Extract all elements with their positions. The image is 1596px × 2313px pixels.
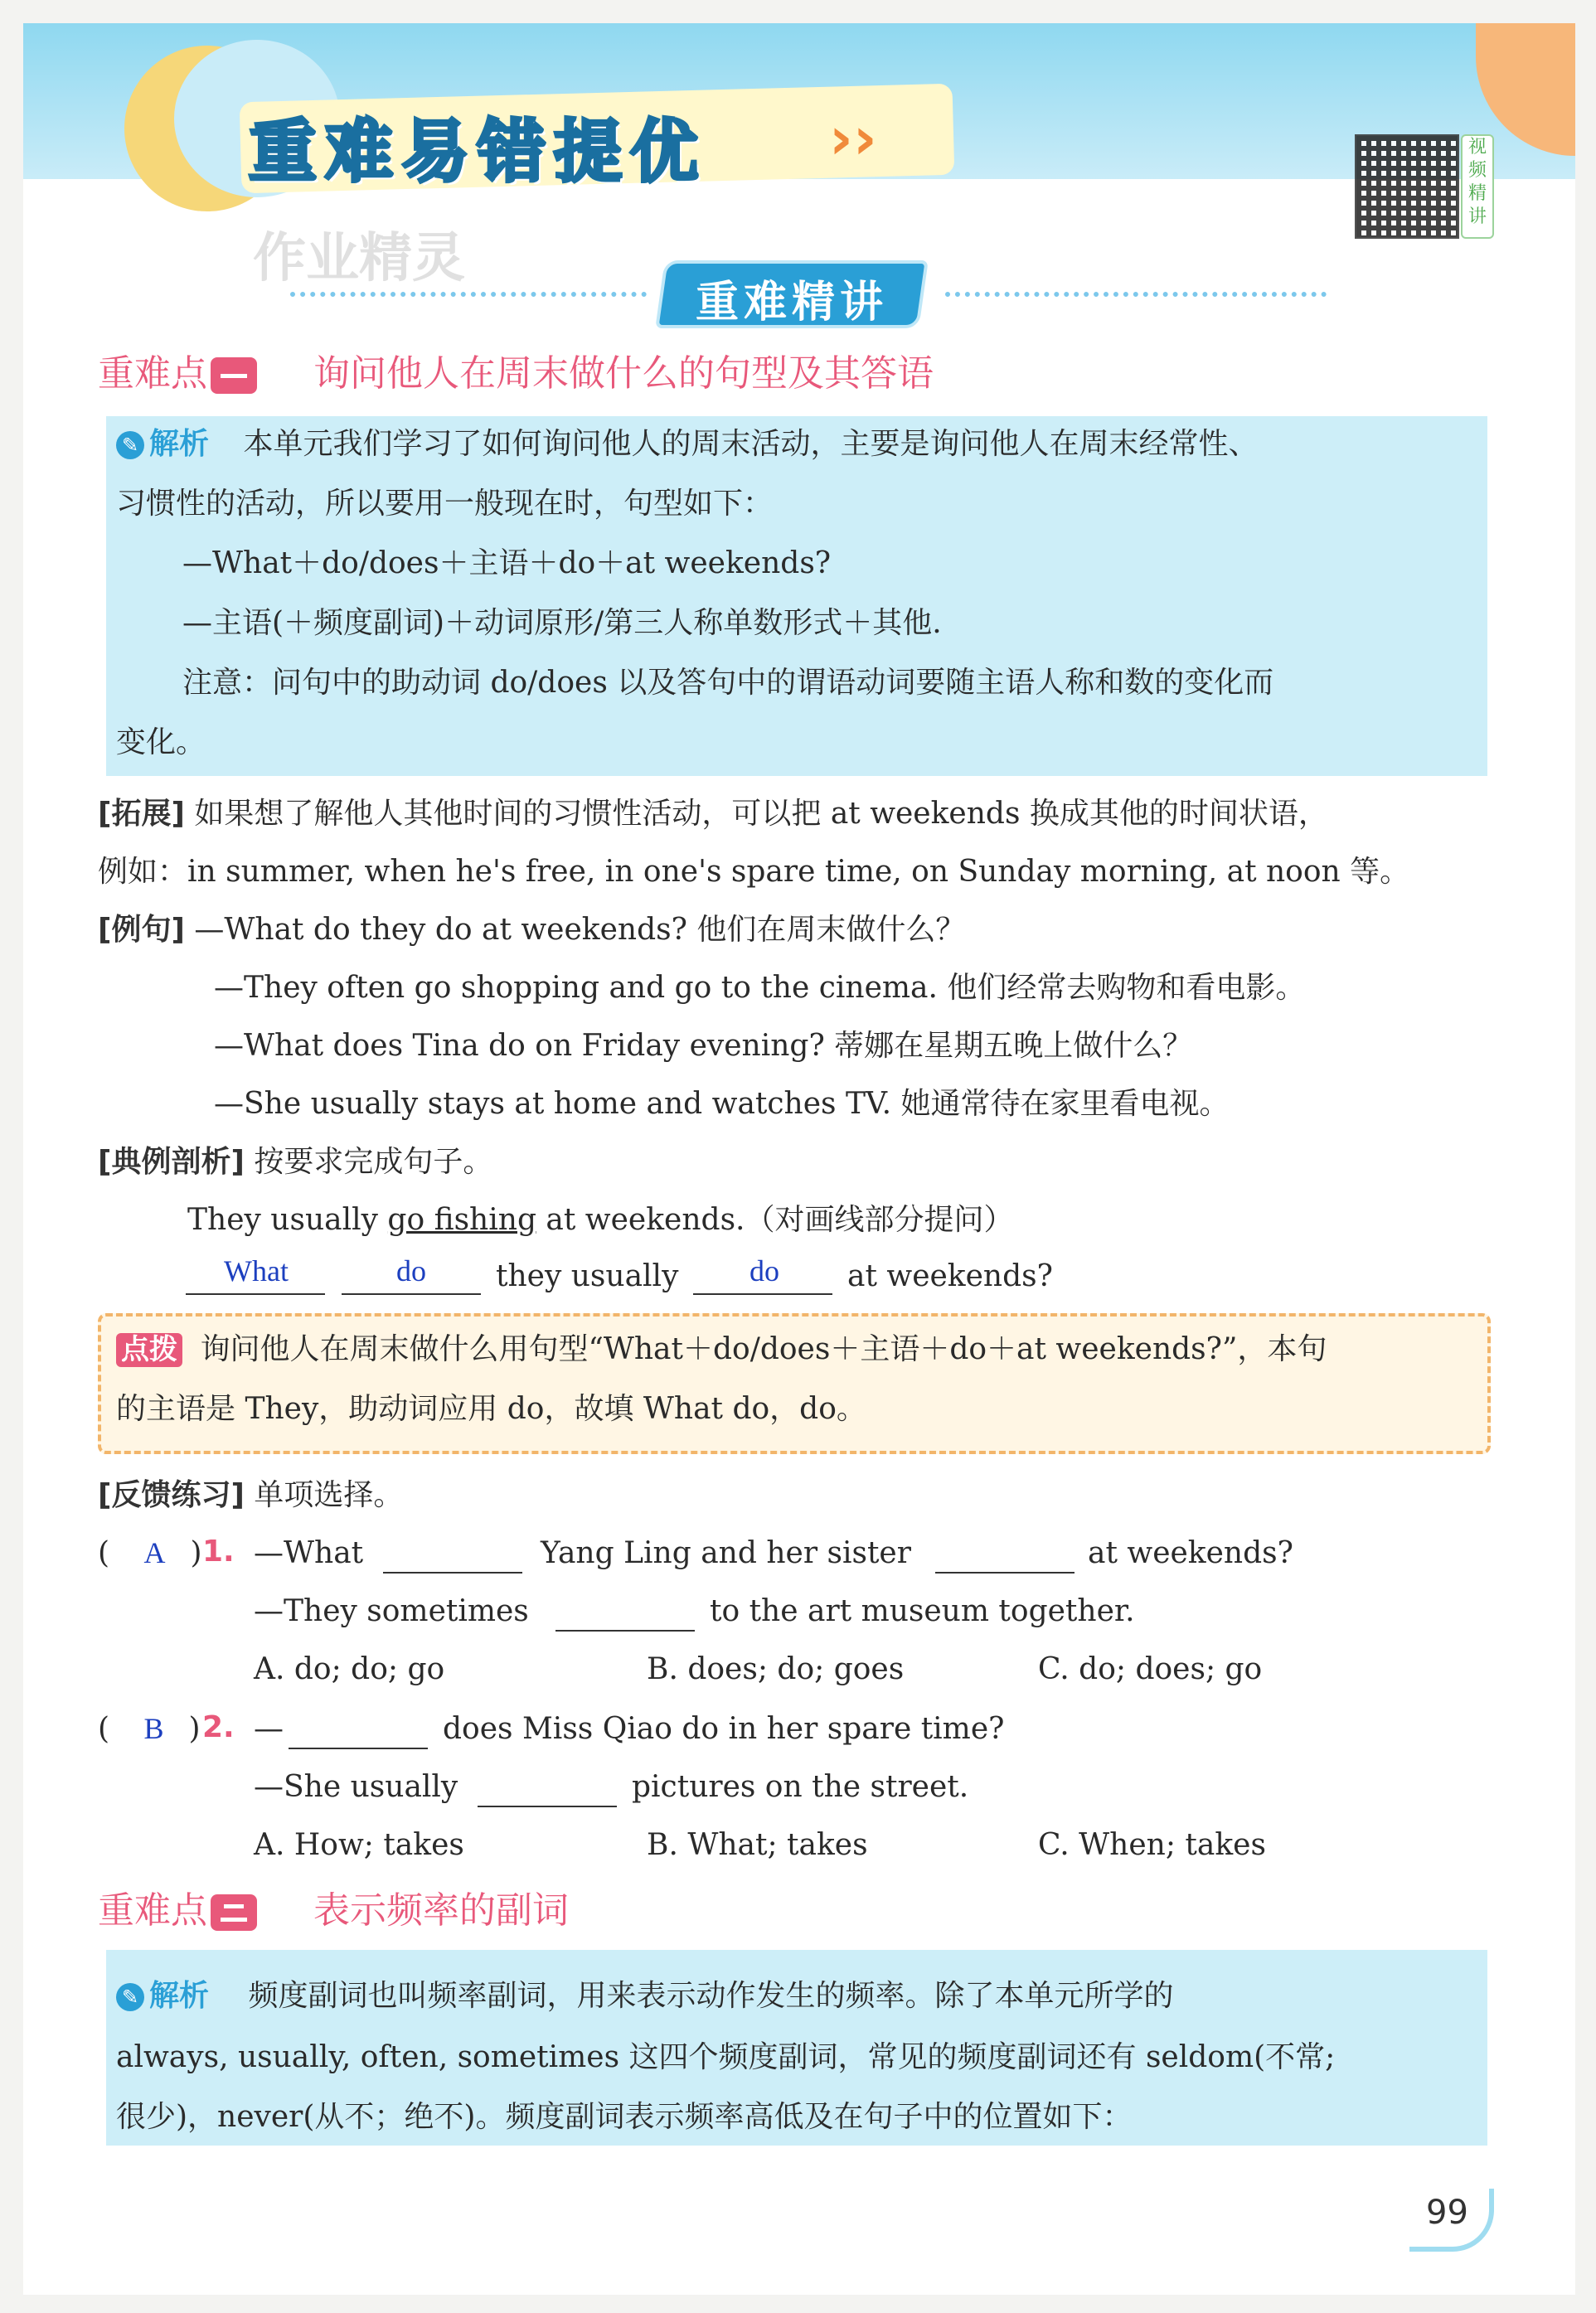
analysis-box-1: [106, 416, 1487, 776]
example-line2: —They often go shopping and go to the cinema. 他们经常去购物和看电影。: [214, 971, 1306, 1005]
analysis1-line5: 注意：问句中的助动词 do/does 以及答句中的谓语动词要随主语人称和数的变化而: [182, 666, 1274, 700]
answer-blank-2[interactable]: [342, 1293, 481, 1295]
title-arrow-decoration: ››: [829, 104, 877, 172]
feedback-heading: [反馈练习] 单项选择。: [98, 1478, 404, 1512]
q1-blank-3[interactable]: [555, 1630, 695, 1632]
q1-bracket: ( A ): [98, 1536, 202, 1570]
analysis1-line2: 习惯性的活动，所以要用一般现在时，句型如下：: [116, 487, 774, 521]
underlined-phrase: go fishing: [387, 1203, 536, 1237]
jiexi-label-2: ✎ 解析: [116, 1979, 209, 2013]
analysis2-line1: ✎ 解析 频度副词也叫频率副词，用来表示动作发生的频率。除了本单元所学的: [116, 1978, 1173, 2014]
q1-line2-b: to the art museum together.: [710, 1594, 1135, 1628]
q2-blank-1[interactable]: [289, 1748, 428, 1749]
point1-label: 重难点: [98, 352, 207, 395]
q2-option-a[interactable]: A. How; takes: [254, 1828, 464, 1862]
q2-blank-2[interactable]: [478, 1806, 617, 1807]
q1-line1-b: Yang Ling and her sister: [541, 1536, 911, 1570]
example-line4: —She usually stays at home and watches TV. 她通常待在家里看电视。: [214, 1087, 1230, 1121]
analysis1-line1: ✎ 解析 本单元我们学习了如何询问他人的周末活动，主要是询问他人在周末经常性、: [116, 426, 1258, 462]
expand-line1: [拓展] 如果想了解他人其他时间的习惯性活动，可以把 at weekends 换成其他的时间状语，: [98, 797, 1328, 831]
page-title: 重难易错提优: [249, 113, 707, 192]
example-label: [例句]: [98, 913, 185, 947]
expand-line2: 例如：in summer, when he's free, in one's spare time, on Sunday morning, at noon 等。: [98, 855, 1410, 889]
q1-line2-a: —They sometimes: [254, 1594, 529, 1628]
q2-number: 2.: [202, 1710, 235, 1744]
analysis2-line3: 很少)，never(从不；绝不)。频度副词表示频率高低及在句子中的位置如下：: [116, 2100, 1133, 2134]
q2-option-c[interactable]: C. When; takes: [1038, 1828, 1266, 1862]
answer-1: What: [224, 1254, 289, 1287]
answer-mid: they usually: [496, 1259, 679, 1293]
q1-option-a[interactable]: A. do; do; go: [254, 1652, 445, 1686]
answer-end: at weekends?: [847, 1259, 1053, 1293]
analysis2-line2: always, usually, often, sometimes 这四个频度副词，常见的频度副词还有 seldom(不常;: [116, 2040, 1336, 2074]
answer-3: do: [749, 1254, 779, 1287]
q1-blank-1[interactable]: [383, 1572, 522, 1574]
q1-line1-a: —What: [254, 1536, 364, 1570]
expand-label: [拓展]: [98, 797, 185, 831]
dotted-divider-left: [290, 292, 647, 297]
tip-line2: 的主语是 They，助动词应用 do，故填 What do，do。: [116, 1392, 866, 1426]
example-line3: —What does Tina do on Friday evening? 蒂娜在星期五晚上做什么？: [214, 1029, 1193, 1063]
qr-label: 视频精讲: [1461, 134, 1494, 239]
section-banner-label: 重难精讲: [695, 278, 888, 327]
answer-blank-1[interactable]: [186, 1293, 325, 1295]
q2-line2-b: pictures on the street.: [632, 1770, 969, 1804]
q2-line1-b: does Miss Qiao do in her spare time?: [443, 1712, 1005, 1746]
point1-heading: [98, 343, 257, 396]
q1-number: 1.: [202, 1535, 235, 1569]
q1-line1-c: at weekends?: [1088, 1536, 1293, 1570]
q2-line2-a: —She usually: [254, 1770, 458, 1804]
qr-code-icon[interactable]: [1355, 134, 1459, 239]
q1-blank-2[interactable]: [935, 1572, 1075, 1574]
jiexi-label: ✎ 解析: [116, 427, 209, 461]
point2-heading: [98, 1880, 257, 1933]
case-label: [典例剖析]: [98, 1145, 245, 1179]
answer-blank-3[interactable]: [693, 1293, 832, 1295]
q2-option-b[interactable]: B. What; takes: [647, 1828, 868, 1862]
q1-option-b[interactable]: B. does; do; goes: [647, 1652, 905, 1686]
point2-label: 重难点: [98, 1889, 207, 1932]
answer-2: do: [396, 1254, 426, 1287]
point1-title: 询问他人在周末做什么的句型及其答语: [313, 352, 934, 395]
watermark: 作业精灵: [253, 228, 465, 289]
analysis1-line3: —What＋do/does＋主语＋do＋at weekends?: [182, 546, 832, 580]
tip-label: 点拨: [116, 1333, 182, 1367]
pen-icon: ✎: [116, 431, 144, 459]
point-number-one-icon: [211, 357, 257, 394]
tip-line1: 点拨 询问他人在周末做什么用句型“What＋do/does＋主语＋do＋at weekends?”，本句: [116, 1331, 1327, 1367]
feedback-label: [反馈练习]: [98, 1478, 245, 1512]
analysis1-line4: —主语(＋频度副词)＋动词原形/第三人称单数形式＋其他.: [182, 606, 942, 640]
point-number-two-icon: [211, 1894, 257, 1931]
q1-option-c[interactable]: C. do; does; go: [1038, 1652, 1263, 1686]
case-sentence: They usually go fishing at weekends.（对画线部分提问）: [187, 1203, 1014, 1237]
pen-icon: ✎: [116, 1983, 144, 2011]
q2-bracket: ( B ): [98, 1712, 201, 1746]
dotted-divider-right: [945, 292, 1327, 297]
q1-answer: A: [143, 1536, 166, 1569]
example-line1: [例句] —What do they do at weekends? 他们在周末做什么？: [98, 913, 966, 947]
q2-line1-a: —: [254, 1712, 284, 1746]
analysis1-line6: 变化。: [116, 725, 206, 759]
q2-answer: B: [143, 1712, 164, 1745]
case-heading: [典例剖析] 按要求完成句子。: [98, 1145, 493, 1179]
point2-title: 表示频率的副词: [313, 1889, 569, 1932]
page-number: 99: [1426, 2194, 1468, 2232]
